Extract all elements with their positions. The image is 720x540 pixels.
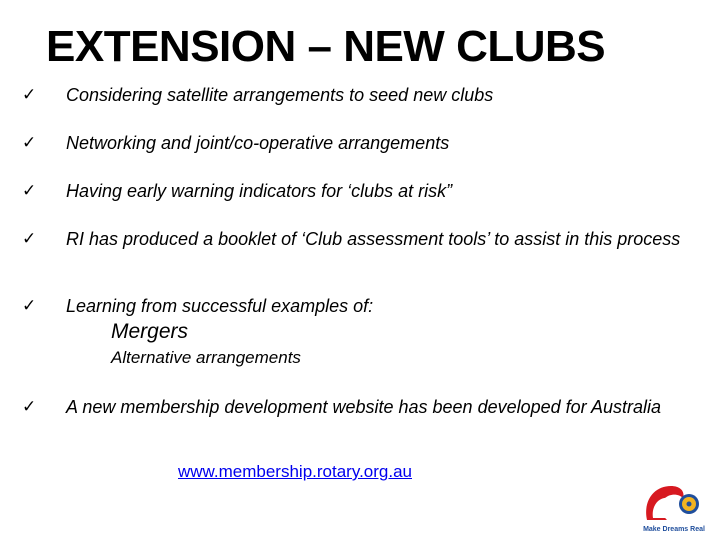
bullet-booklet	[22, 229, 702, 249]
checkmark-icon: ✓	[22, 133, 37, 152]
checkmark-icon: ✓	[22, 296, 37, 315]
sub-item-mergers: Mergers	[111, 320, 189, 343]
bullet-learning	[22, 296, 702, 316]
bullet-early-warning	[22, 181, 702, 201]
checkmark-icon: ✓	[22, 397, 37, 416]
bullet-satellite	[22, 85, 702, 105]
bullet-text: Considering satellite arrangements to seed new clubs	[66, 85, 494, 105]
rotary-logo	[641, 478, 707, 534]
checkmark-icon: ✓	[22, 85, 37, 104]
sub-item-alternative: Alternative arrangements	[111, 348, 301, 367]
logo-tagline: Make Dreams Real	[643, 526, 705, 533]
slide-title: EXTENSION – NEW CLUBS	[46, 22, 606, 71]
bullet-text: Having early warning indicators for ‘clubs at risk”	[66, 181, 453, 201]
bullet-text: Networking and joint/co-operative arrangements	[66, 133, 450, 153]
bullet-text: RI has produced a booklet of ‘Club assessment tools’ to assist in this process	[66, 229, 681, 249]
bullet-text: A new membership development website has been developed for Australia	[66, 397, 662, 417]
bullet-website	[22, 397, 702, 417]
bullet-networking	[22, 133, 702, 153]
checkmark-icon: ✓	[22, 229, 37, 248]
bullet-text: Learning from successful examples of:	[66, 296, 374, 316]
membership-website-link[interactable]: www.membership.rotary.org.au	[178, 462, 412, 481]
checkmark-icon: ✓	[22, 181, 37, 200]
